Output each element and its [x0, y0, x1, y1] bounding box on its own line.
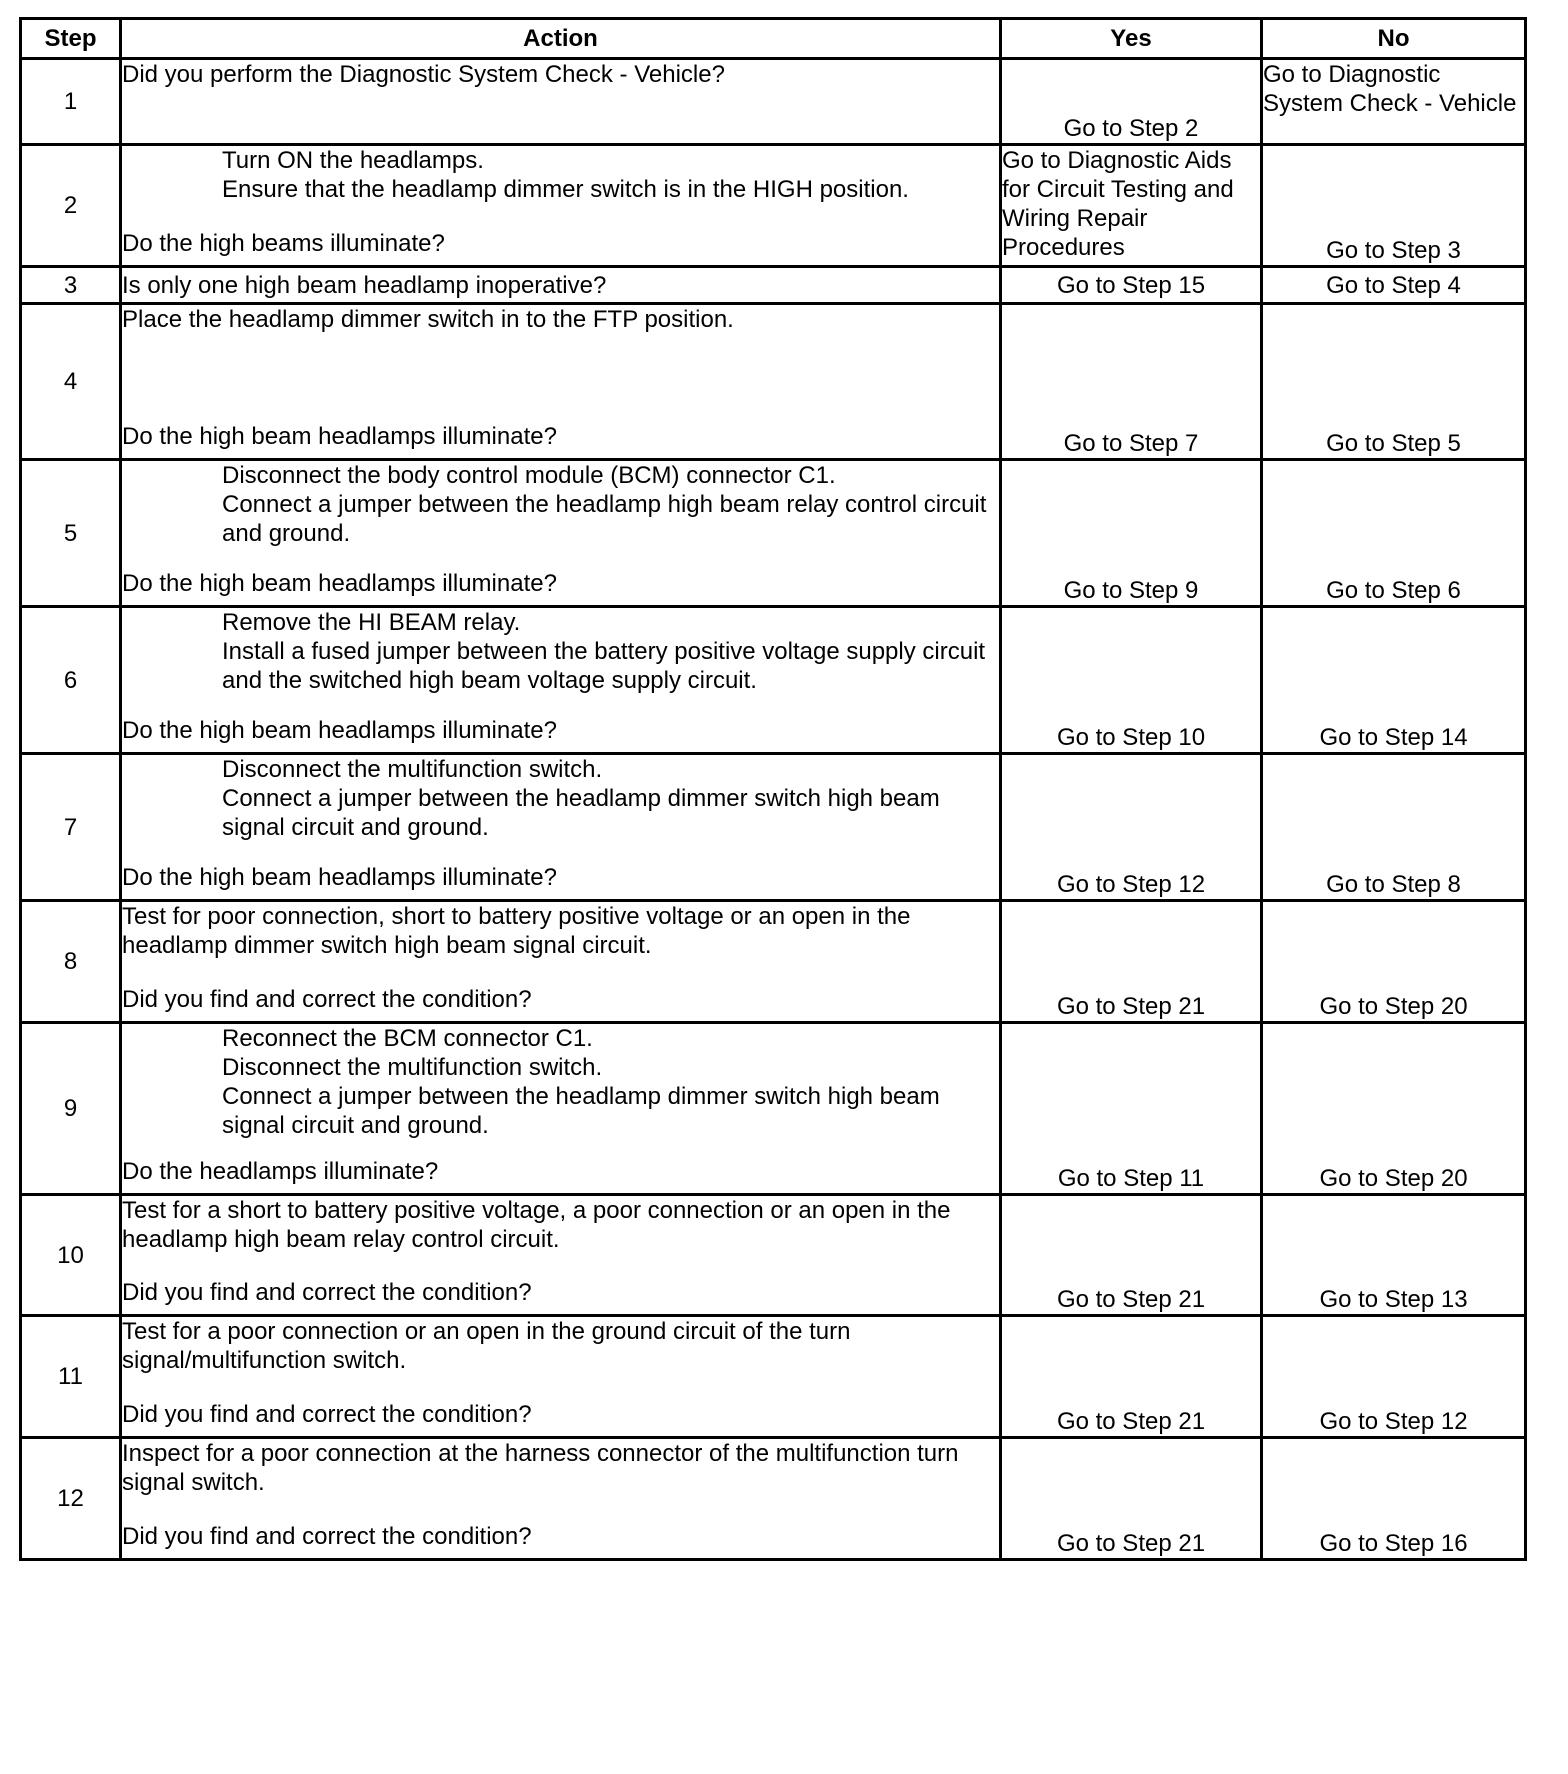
table-row — [21, 460, 1526, 607]
action-line: Test for a poor connection or an open in the ground circuit of the turn signal/multifunction switch. — [122, 1318, 851, 1374]
step-number: 2 — [21, 145, 121, 267]
table-body — [21, 59, 1526, 1560]
action-cell — [121, 59, 1001, 145]
yes-action: Go to Step 21 — [1001, 1438, 1262, 1560]
yes-action: Go to Step 21 — [1001, 901, 1262, 1023]
no-action: Go to Step 6 — [1262, 460, 1526, 607]
diagnostic-table — [19, 17, 1527, 1561]
table-row — [21, 1195, 1526, 1316]
yes-action: Go to Diagnostic Aids for Circuit Testing and Wiring Repair Procedures — [1001, 145, 1262, 267]
no-action: Go to Step 4 — [1262, 267, 1526, 304]
action-cell — [121, 145, 1001, 267]
action-cell — [121, 460, 1001, 607]
table-row — [21, 1316, 1526, 1438]
table-row — [21, 1438, 1526, 1560]
step-number: 12 — [21, 1438, 121, 1560]
step-number: 11 — [21, 1316, 121, 1438]
action-line: Place the headlamp dimmer switch in to the FTP position. — [122, 306, 734, 333]
action-line: Inspect for a poor connection at the harness connector of the multifunction turn signal switch. — [122, 1440, 959, 1496]
table-row — [21, 607, 1526, 754]
action-line: Disconnect the multifunction switch. — [222, 1054, 603, 1081]
action-cell — [121, 304, 1001, 460]
header-row — [21, 19, 1526, 59]
action-line: Test for poor connection, short to battery positive voltage or an open in the headlamp dimmer switch high beam signal circuit. — [122, 903, 911, 959]
action-question: Do the high beam headlamps illuminate? — [122, 717, 557, 744]
action-cell — [121, 607, 1001, 754]
no-action: Go to Step 14 — [1262, 607, 1526, 754]
action-line: Is only one high beam headlamp inoperative? — [122, 271, 607, 299]
action-question: Do the high beam headlamps illuminate? — [122, 570, 557, 597]
no-action: Go to Step 8 — [1262, 754, 1526, 901]
yes-action: Go to Step 21 — [1001, 1316, 1262, 1438]
action-line: Disconnect the body control module (BCM) connector C1. — [222, 462, 836, 489]
step-number: 3 — [21, 267, 121, 304]
action-cell — [121, 1023, 1001, 1195]
header-action: Action — [121, 19, 1001, 59]
table-row — [21, 145, 1526, 267]
action-line: Install a fused jumper between the battery positive voltage supply circuit and the switched high beam voltage supply circuit. — [222, 638, 986, 694]
table-row — [21, 754, 1526, 901]
action-question: Do the high beam headlamps illuminate? — [122, 864, 557, 891]
step-number: 6 — [21, 607, 121, 754]
header-step: Step — [21, 19, 121, 59]
action-question: Did you find and correct the condition? — [122, 1523, 532, 1550]
yes-action: Go to Step 11 — [1001, 1023, 1262, 1195]
step-number: 8 — [21, 901, 121, 1023]
no-action: Go to Diagnostic System Check - Vehicle — [1262, 59, 1526, 145]
action-line: Disconnect the multifunction switch. — [222, 756, 603, 783]
yes-action: Go to Step 10 — [1001, 607, 1262, 754]
action-line: Reconnect the BCM connector C1. — [222, 1025, 593, 1052]
step-number: 1 — [21, 59, 121, 145]
step-number: 10 — [21, 1195, 121, 1316]
action-line: Connect a jumper between the headlamp dimmer switch high beam signal circuit and ground. — [222, 1083, 940, 1139]
no-action: Go to Step 3 — [1262, 145, 1526, 267]
table-row — [21, 267, 1526, 304]
action-cell — [121, 267, 1001, 304]
yes-action: Go to Step 15 — [1001, 267, 1262, 304]
table-row — [21, 304, 1526, 460]
action-line: Ensure that the headlamp dimmer switch is in the HIGH position. — [222, 176, 909, 203]
action-cell — [121, 754, 1001, 901]
action-question: Did you find and correct the condition? — [122, 1401, 532, 1428]
yes-action: Go to Step 7 — [1001, 304, 1262, 460]
action-line: Remove the HI BEAM relay. — [222, 609, 521, 636]
action-question: Do the headlamps illuminate? — [122, 1158, 439, 1185]
yes-action: Go to Step 12 — [1001, 754, 1262, 901]
action-line: Connect a jumper between the headlamp dimmer switch high beam signal circuit and ground. — [222, 785, 940, 841]
table-row — [21, 59, 1526, 145]
no-action: Go to Step 20 — [1262, 901, 1526, 1023]
yes-action: Go to Step 2 — [1001, 59, 1262, 145]
yes-action: Go to Step 21 — [1001, 1195, 1262, 1316]
step-number: 4 — [21, 304, 121, 460]
step-number: 5 — [21, 460, 121, 607]
action-line: Test for a short to battery positive voltage, a poor connection or an open in the headlamp high beam relay control circuit. — [122, 1197, 951, 1253]
step-number: 7 — [21, 754, 121, 901]
no-action: Go to Step 13 — [1262, 1195, 1526, 1316]
table-row — [21, 901, 1526, 1023]
yes-action: Go to Step 9 — [1001, 460, 1262, 607]
action-cell — [121, 1195, 1001, 1316]
action-cell — [121, 901, 1001, 1023]
header-no: No — [1262, 19, 1526, 59]
table-row — [21, 1023, 1526, 1195]
header-yes: Yes — [1001, 19, 1262, 59]
action-line: Turn ON the headlamps. — [222, 147, 484, 174]
action-line: Did you perform the Diagnostic System Check - Vehicle? — [122, 61, 725, 88]
no-action: Go to Step 12 — [1262, 1316, 1526, 1438]
no-action: Go to Step 20 — [1262, 1023, 1526, 1195]
no-action: Go to Step 16 — [1262, 1438, 1526, 1560]
action-cell — [121, 1316, 1001, 1438]
action-cell — [121, 1438, 1001, 1560]
action-question: Did you find and correct the condition? — [122, 1279, 532, 1306]
action-line: Connect a jumper between the headlamp high beam relay control circuit and ground. — [222, 491, 987, 547]
step-number: 9 — [21, 1023, 121, 1195]
action-question: Did you find and correct the condition? — [122, 986, 532, 1013]
action-question: Do the high beams illuminate? — [122, 230, 445, 257]
action-question: Do the high beam headlamps illuminate? — [122, 423, 557, 450]
no-action: Go to Step 5 — [1262, 304, 1526, 460]
